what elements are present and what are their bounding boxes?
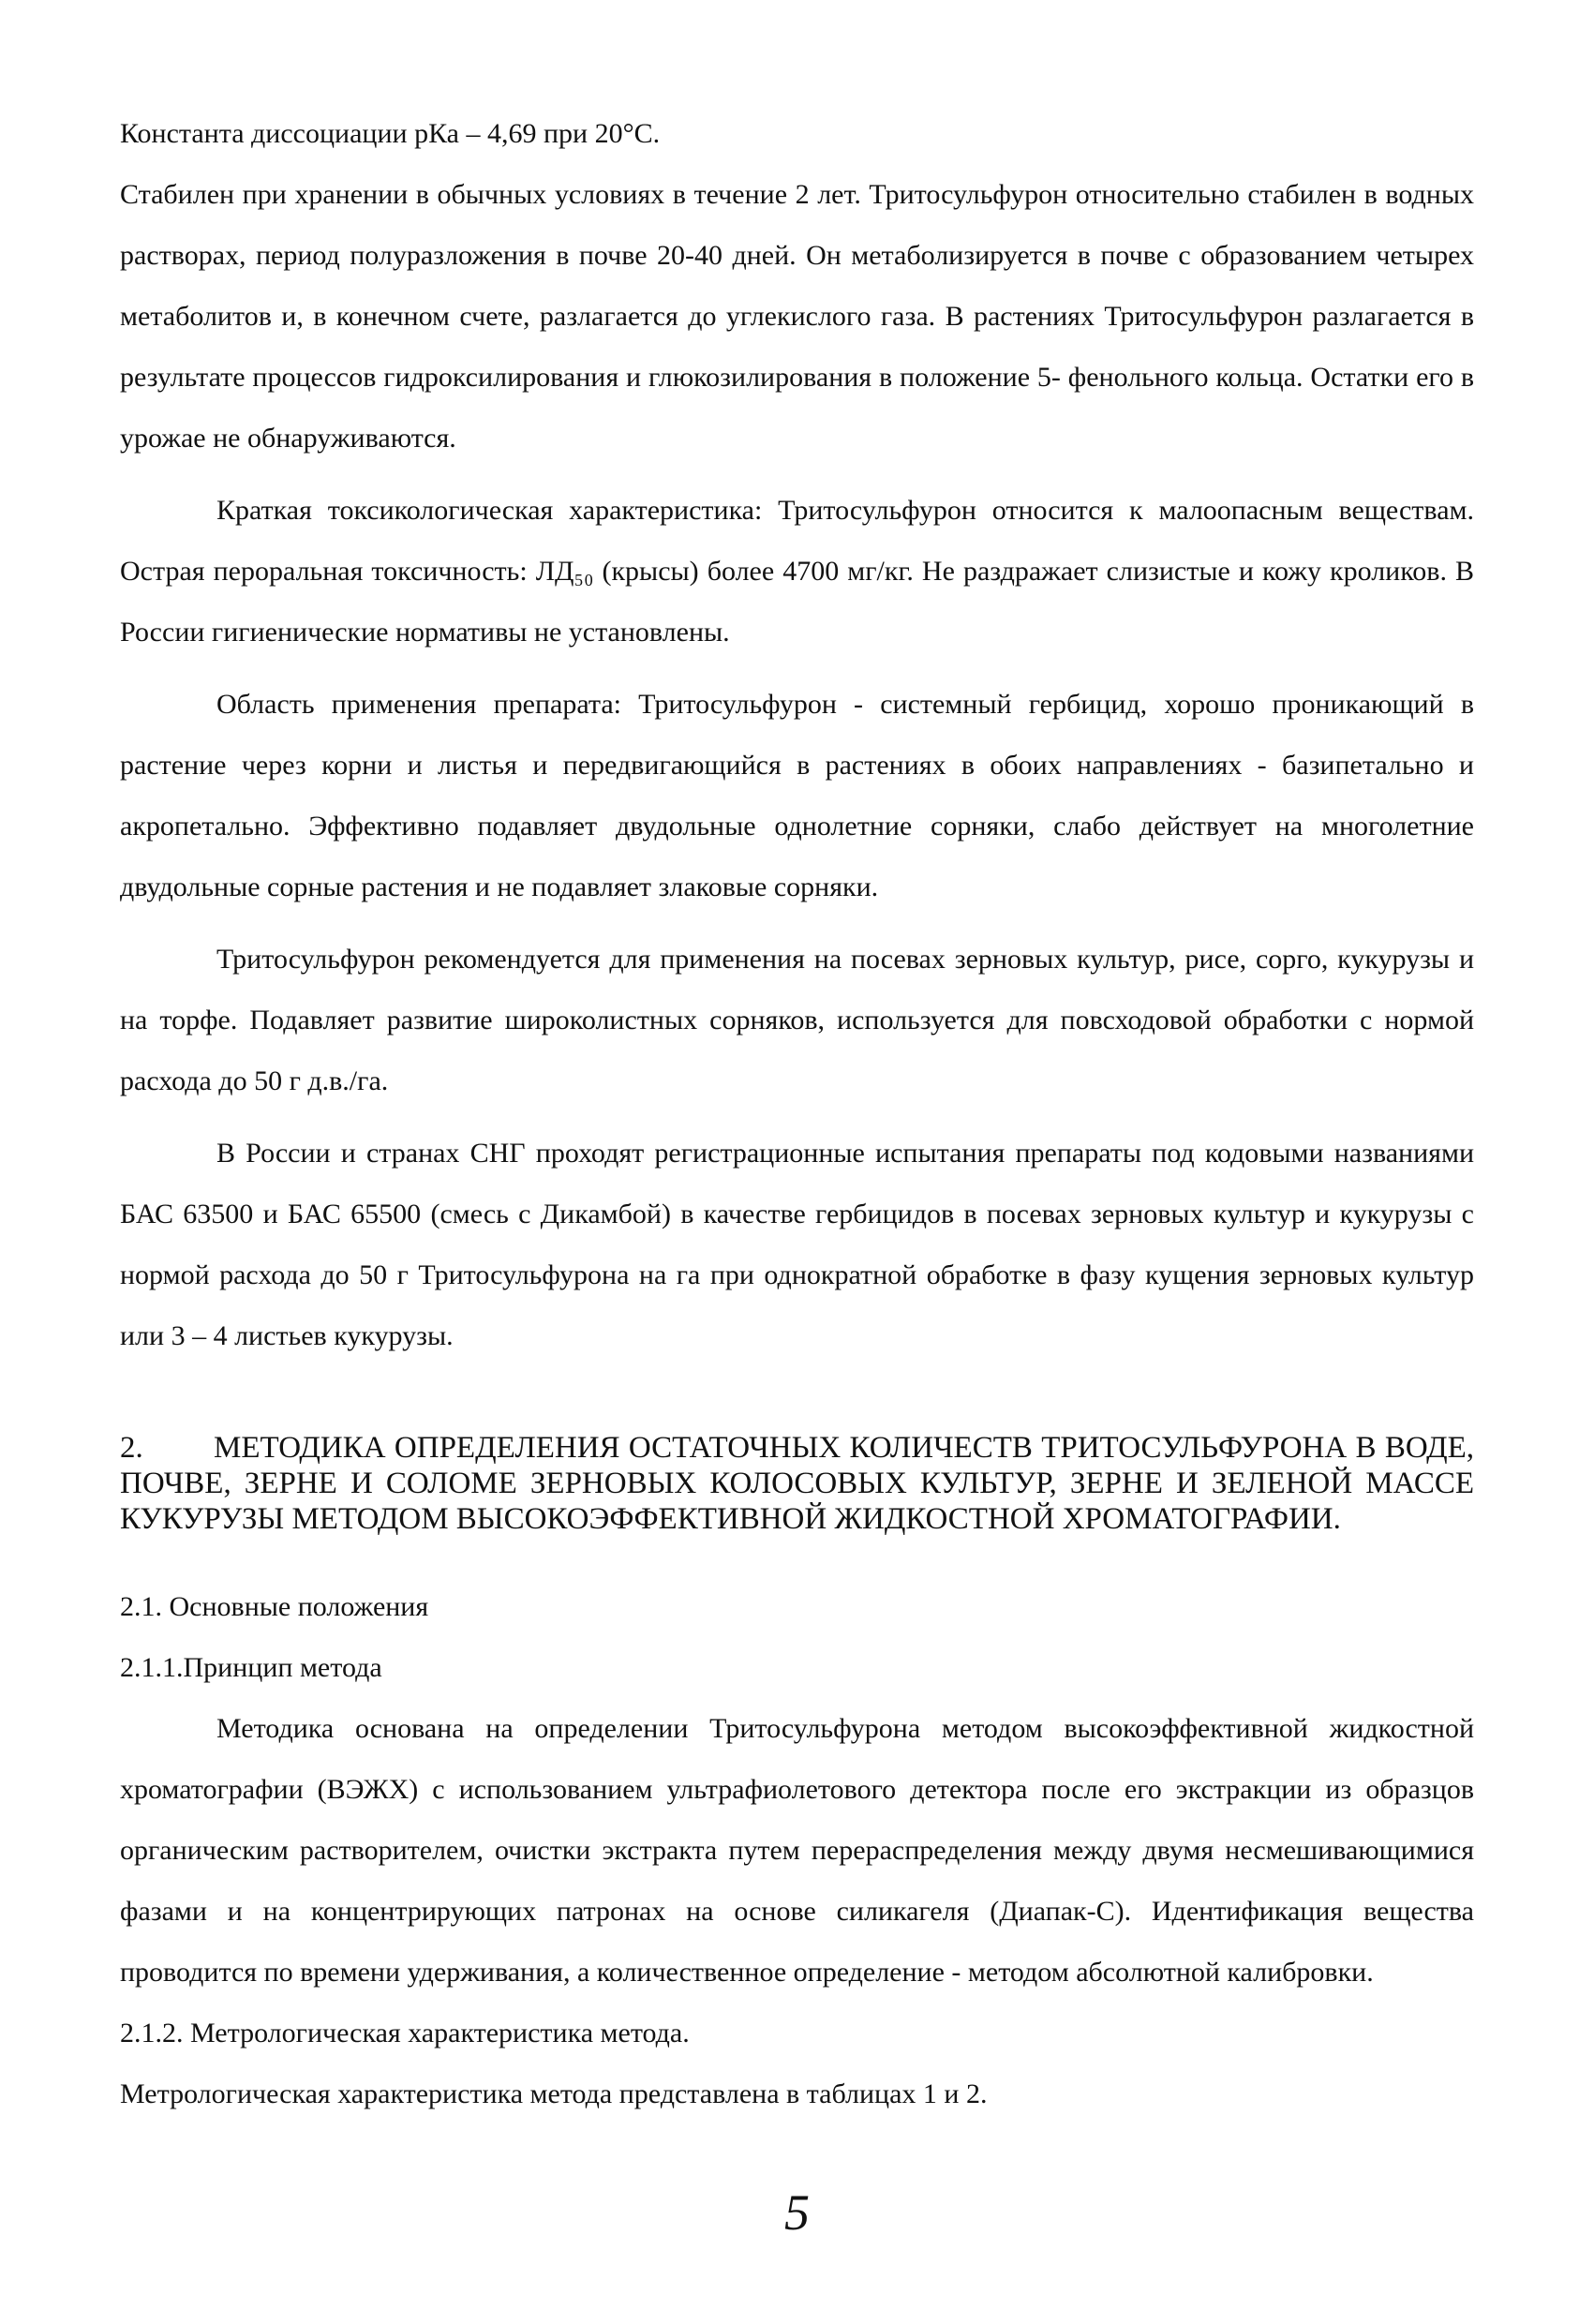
toxicology-paragraph: Краткая токсикологическая характеристика: Тритосульфурон относится к малоопасным веществам. Острая пероральная токсичность: ЛД₅₀ (крысы) более 4700 мг/кг. Не раздражает слизистые и кожу кроликов. В России гигиенические нормативы не установлены. <box>120 495 1474 648</box>
section-title: МЕТОДИКА ОПРЕДЕЛЕНИЯ ОСТАТОЧНЫХ КОЛИЧЕСТВ ТРИТОСУЛЬФУРОНА В ВОДЕ, ПОЧВЕ, ЗЕРНЕ И СОЛОМЕ ЗЕРНОВЫХ КОЛОСОВЫХ КУЛЬТУР, ЗЕРНЕ И ЗЕЛЕНОЙ МАССЕ КУКУРУЗЫ МЕТОДОМ ВЫСОКОЭФФЕКТИВНОЙ ЖИДКОСТНОЙ ХРОМАТОГРАФИИ. <box>120 1431 1474 1536</box>
subsection-method-principle: 2.1.1.Принцип метода <box>120 1652 382 1683</box>
dissociation-constant-line: Константа диссоциации рКа – 4,69 при 20°С. <box>120 118 661 149</box>
metrology-reference-line: Метрологическая характеристика метода представлена в таблицах 1 и 2. <box>120 2078 988 2109</box>
method-principle-paragraph: Методика основана на определении Тритосульфурона методом высокоэффективной жидкостной хроматографии (ВЭЖХ) с использованием ультрафиолетового детектора после его экстракции из образцов органическим растворителем, очистки экстракта путем перераспределения между двумя несмешивающимися фазами и на концентрирующих патронах на основе силикагеля (Диапак-С). Идентификация вещества проводится по времени удерживания, а количественное определение - методом абсолютной калибровки. <box>120 1713 1474 1988</box>
stability-paragraph: Стабилен при хранении в обычных условиях в течение 2 лет. Тритосульфурон относительно стабилен в водных растворах, период полуразложения в почве 20-40 дней. Он метаболизируется в почве с образованием четырех метаболитов и, в конечном счете, разлагается до углекислого газа. В растениях Тритосульфурон разлагается в результате процессов гидроксилирования и глюкозилирования в положение 5- фенольного кольца. Остатки его в урожае не обнаруживаются. <box>120 179 1474 454</box>
registration-paragraph: В России и странах СНГ проходят регистрационные испытания препараты под кодовыми названиями БАС 63500 и БАС 65500 (смесь с Дикамбой) в качестве гербицидов в посевах зерновых культур и кукурузы с нормой расхода до 50 г Тритосульфурона на га при однократной обработке в фазу кущения зерновых культур или 3 – 4 листьев кукурузы. <box>120 1138 1474 1351</box>
subsection-block <box>120 1576 1474 2124</box>
subsection-basic-provisions: 2.1. Основные положения <box>120 1591 429 1622</box>
application-paragraph: Область применения препарата: Тритосульфурон - системный гербицид, хорошо проникающий в растение через корни и листья и передвигающийся в растениях в обоих направлениях - базипетально и акропетально. Эффективно подавляет двудольные однолетние сорняки, слабо действует на многолетние двудольные сорные растения и не подавляет злаковые сорняки. <box>120 689 1474 902</box>
recommendation-paragraph: Тритосульфурон рекомендуется для применения на посевах зерновых культур, рисе, сорго, кукурузы и на торфе. Подавляет развитие широколистных сорняков, используется для повсходовой обработки с нормой расхода до 50 г д.в./га. <box>120 944 1474 1096</box>
section-heading <box>120 1430 1474 1537</box>
section-number: 2. <box>120 1431 143 1465</box>
page-number: 5 <box>784 2184 810 2241</box>
subsection-metrology: 2.1.2. Метрологическая характеристика метода. <box>120 2018 690 2048</box>
